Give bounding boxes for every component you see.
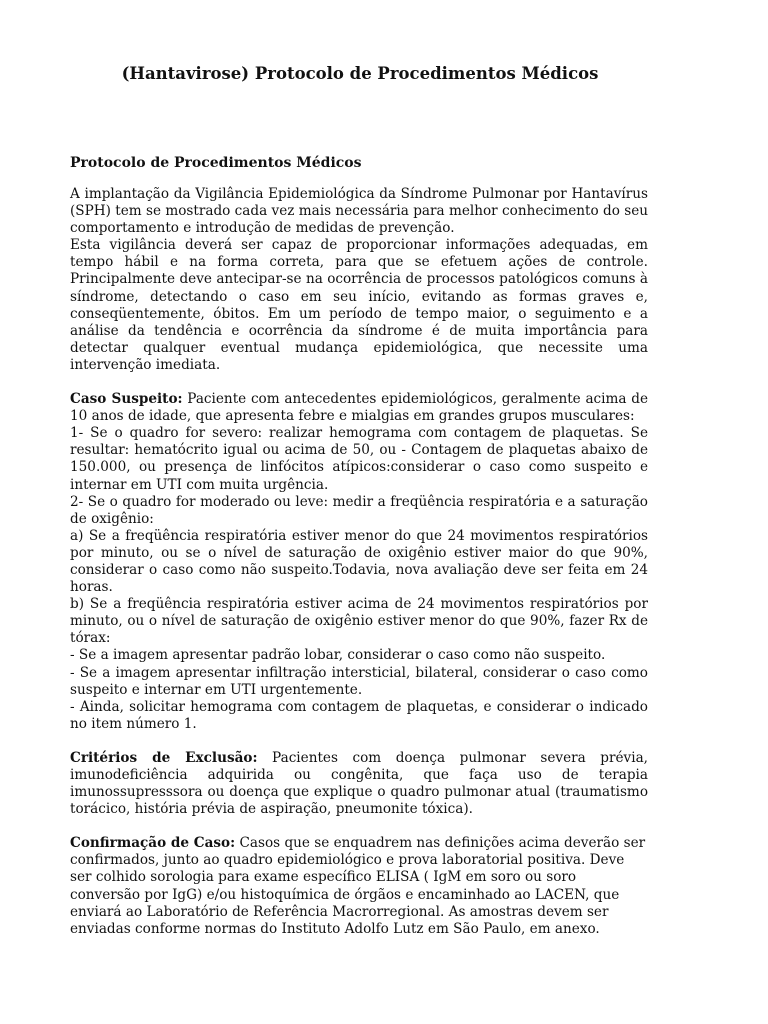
caso-suspeito-bullet-2: - Se a imagem apresentar infiltração intersticial, bilateral, considerar o caso como suspeito e internar em UTI urgentemente.: [70, 664, 648, 698]
caso-suspeito-bullet-1: - Se a imagem apresentar padrão lobar, considerar o caso como não suspeito.: [70, 647, 606, 664]
caso-suspeito-item-2: 2- Se o quadro for moderado ou leve: medir a freqüência respiratória e a saturação de oxigênio:: [70, 493, 648, 527]
section-title: Protocolo de Procedimentos Médicos: [70, 155, 362, 171]
intro-paragraph-2: Esta vigilância deverá ser capaz de proporcionar informações adequadas, em tempo hábil e na forma correta, para que se efetuem ações de controle. Principalmente deve antecipar-se na ocorrência de processos patológicos comuns à síndrome, detectando o caso em seu início, evitando as formas graves e, conseqüentemente, óbitos. Em um período de tempo maior, o seguimento e a análise da tendência e ocorrência da síndrome é de muita importância para detectar qualquer eventual mudança epidemiológica, que necessite uma intervenção imediata.: [70, 237, 648, 373]
caso-suspeito-text: Paciente com antecedentes epidemiológicos, geralmente acima de 10 anos de idade, que apresenta febre e mialgias em grandes grupos musculares:: [70, 391, 648, 425]
criterios-exclusao-label: Critérios de Exclusão:: [70, 749, 258, 766]
criterios-exclusao-paragraph: [70, 750, 648, 818]
caso-suspeito-bullet-3: - Ainda, solicitar hemograma com contagem de plaquetas, e considerar o indicado no item número 1.: [70, 698, 648, 732]
caso-suspeito-item-1: 1- Se o quadro for severo: realizar hemograma com contagem de plaquetas. Se resultar: hematócrito igual ou acima de 50, ou - Contagem de plaquetas abaixo de 150.000, ou presença de linfócitos atípicos:considerar o caso como suspeito e internar em UTI com muita urgência.: [70, 425, 648, 493]
criterios-exclusao-text: Pacientes com doença pulmonar severa prévia, imunodeficiência adquirida ou congênita, que faça uso de terapia imunossupresssora ou doença que explique o quadro pulmonar atual (traumatismo torácico, história prévia de aspiração, pneumonite tóxica).: [70, 749, 648, 818]
document-body: [70, 186, 648, 938]
caso-suspeito-item-2b: b) Se a freqüência respiratória estiver acima de 24 movimentos respiratórios por minuto, ou o nível de saturação de oxigênio estiver menor do que 90%, fazer Rx de tórax:: [70, 596, 648, 647]
caso-suspeito-item-2a: a) Se a freqüência respiratória estiver menor do que 24 movimentos respiratórios por minuto, ou se o nível de saturação de oxigênio estiver maior do que 90%, considerar o caso como não suspeito.Todavia, nova avaliação deve ser feita em 24 horas.: [70, 527, 648, 596]
confirmacao-text: Casos que se enquadrem nas definições acima deverão ser confirmados, junto ao quadro epidemiológico e prova laboratorial positiva. Deve ser colhido sorologia para exame específico ELISA ( IgM em soro ou soro conversão por IgG) e/ou histoquímica de órgãos e encaminhado ao LACEN, que enviará ao Laboratório de Referência Macrorregional. As amostras devem ser enviadas conforme normas do Instituto Adolfo Lutz em São Paulo, em anexo.: [70, 835, 646, 937]
confirmacao-label: Confirmação de Caso:: [70, 835, 236, 852]
intro-paragraph-1: A implantação da Vigilância Epidemiológica da Síndrome Pulmonar por Hantavírus (SPH) tem se mostrado cada vez mais necessária para melhor conhecimento do seu comportamento e introdução de medidas de prevenção.: [70, 186, 648, 237]
confirmacao-paragraph: [70, 835, 648, 938]
document-title: (Hantavirose) Protocolo de Procedimentos Médicos: [121, 64, 599, 83]
caso-suspeito-paragraph: [70, 391, 648, 425]
caso-suspeito-label: Caso Suspeito:: [70, 391, 183, 408]
